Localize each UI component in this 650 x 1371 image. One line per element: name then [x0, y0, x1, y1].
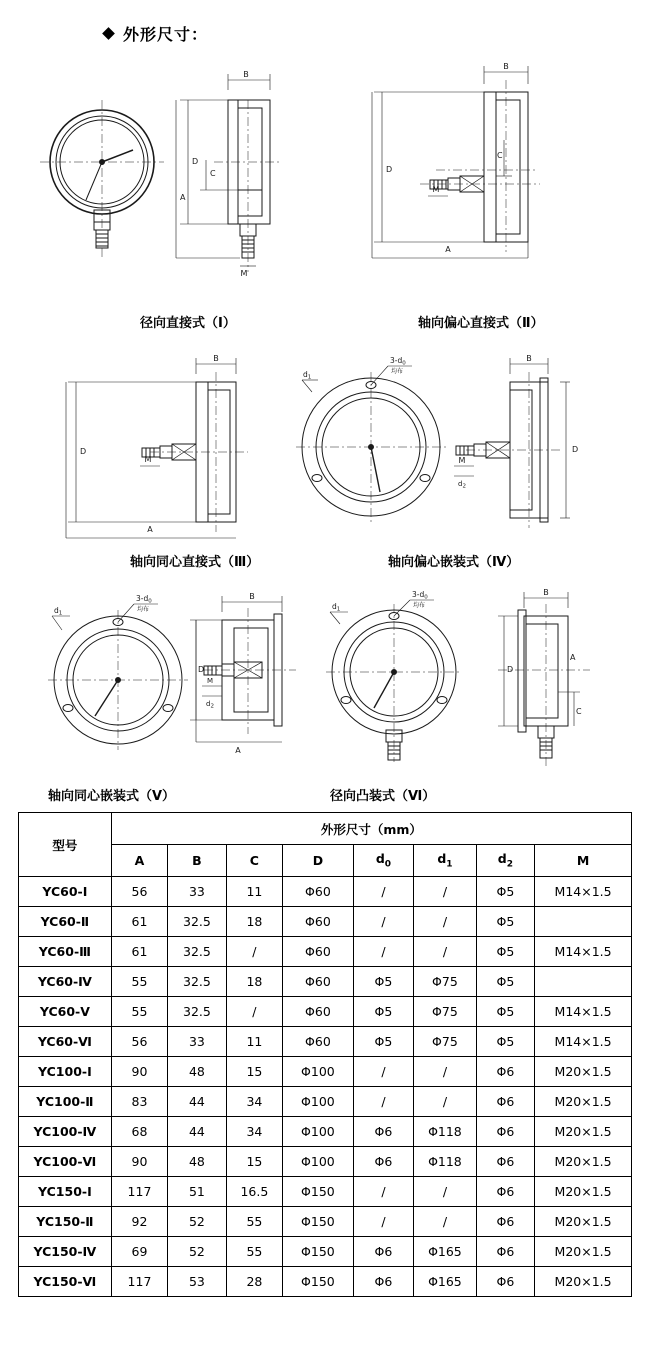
header-col-b: B: [168, 845, 226, 877]
cell-c: 55: [226, 1207, 282, 1237]
header-model: 型号: [19, 813, 112, 877]
svg-text:D: D: [386, 165, 393, 174]
cell-d1: Φ118: [414, 1117, 477, 1147]
cell-d: Φ100: [283, 1087, 354, 1117]
svg-text:M: M: [432, 185, 440, 194]
cell-m: M14×1.5: [535, 937, 632, 967]
svg-text:C: C: [576, 707, 582, 716]
svg-text:C: C: [210, 169, 216, 178]
cell-m: M20×1.5: [535, 1237, 632, 1267]
svg-text:M: M: [240, 269, 248, 278]
table-header-row: [19, 813, 632, 845]
svg-text:D: D: [80, 447, 87, 456]
cell-d0: /: [353, 937, 413, 967]
header-col-m: M: [535, 845, 632, 877]
cell-d: Φ150: [283, 1207, 354, 1237]
table-row: [19, 907, 632, 937]
cell-c: 28: [226, 1267, 282, 1297]
cell-m: M20×1.5: [535, 1057, 632, 1087]
cell-b: 32.5: [168, 967, 226, 997]
table-subheader-row: [19, 845, 632, 877]
table-row: [19, 1117, 632, 1147]
cell-a: 68: [111, 1117, 167, 1147]
table-row: [19, 1177, 632, 1207]
cell-m: M20×1.5: [535, 1207, 632, 1237]
figure-axial-concentric-flange: [48, 592, 296, 755]
cell-a: 117: [111, 1267, 167, 1297]
cell-a: 83: [111, 1087, 167, 1117]
table-row: [19, 1207, 632, 1237]
svg-text:M: M: [206, 677, 214, 685]
cell-d1: Φ165: [414, 1267, 477, 1297]
cell-b: 52: [168, 1207, 226, 1237]
cell-d2: Φ6: [476, 1117, 534, 1147]
cell-d2: Φ6: [476, 1177, 534, 1207]
cell-b: 48: [168, 1057, 226, 1087]
svg-text:A: A: [180, 193, 186, 202]
cell-a: 56: [111, 1027, 167, 1057]
cell-model: YC60-Ⅲ: [19, 937, 112, 967]
cell-b: 48: [168, 1147, 226, 1177]
header-col-c: C: [226, 845, 282, 877]
cell-d0: Φ6: [353, 1147, 413, 1177]
svg-text:D: D: [572, 445, 579, 454]
table-row: [19, 997, 632, 1027]
figure-caption-2: 轴向偏心直接式（Ⅱ）: [418, 316, 544, 331]
section-heading-label: 外形尺寸：: [123, 25, 209, 44]
cell-model: YC60-Ⅳ: [19, 967, 112, 997]
cell-a: 92: [111, 1207, 167, 1237]
cell-c: 18: [226, 967, 282, 997]
cell-d: Φ100: [283, 1057, 354, 1087]
header-col-d1: $d_1$: [414, 845, 477, 877]
svg-text:M: M: [458, 456, 466, 465]
cell-d: Φ150: [283, 1237, 354, 1267]
cell-d0: Φ6: [353, 1237, 413, 1267]
figure-axial-eccentric-flange: [296, 354, 578, 528]
svg-text:A: A: [445, 245, 451, 254]
cell-m: M14×1.5: [535, 877, 632, 907]
svg-text:D: D: [192, 157, 199, 166]
figure-caption-3: 轴向同心直接式（Ⅲ）: [130, 555, 260, 570]
cell-model: YC60-Ⅰ: [19, 877, 112, 907]
cell-model: YC100-Ⅵ: [19, 1147, 112, 1177]
cell-m: M20×1.5: [535, 1087, 632, 1117]
cell-b: 52: [168, 1237, 226, 1267]
cell-d2: Φ5: [476, 877, 534, 907]
table-row: [19, 877, 632, 907]
cell-a: 90: [111, 1057, 167, 1087]
cell-d: Φ60: [283, 937, 354, 967]
cell-a: 90: [111, 1147, 167, 1177]
cell-d1: /: [414, 877, 477, 907]
cell-d: Φ100: [283, 1117, 354, 1147]
cell-a: 55: [111, 967, 167, 997]
cell-c: /: [226, 937, 282, 967]
cell-d0: /: [353, 1177, 413, 1207]
cell-d: Φ60: [283, 967, 354, 997]
header-col-d0: $d_0$: [353, 845, 413, 877]
cell-m: M14×1.5: [535, 997, 632, 1027]
figure-caption-1: 径向直接式（Ⅰ）: [140, 316, 236, 331]
header-col-d: D: [283, 845, 354, 877]
cell-d0: /: [353, 877, 413, 907]
figure-axial-eccentric-direct: [372, 62, 540, 258]
cell-d2: Φ5: [476, 907, 534, 937]
cell-b: 44: [168, 1117, 226, 1147]
cell-d2: Φ6: [476, 1057, 534, 1087]
cell-d2: Φ6: [476, 1207, 534, 1237]
figure-caption-5: 轴向同心嵌装式（Ⅴ）: [48, 789, 176, 804]
cell-model: YC100-Ⅰ: [19, 1057, 112, 1087]
cell-d1: Φ75: [414, 967, 477, 997]
svg-text:3-d0: $3-d_0$: [412, 590, 428, 601]
cell-d2: Φ5: [476, 937, 534, 967]
figure-axial-concentric-direct: [66, 354, 248, 538]
cell-b: 33: [168, 1027, 226, 1057]
cell-d: Φ60: [283, 877, 354, 907]
cell-d1: /: [414, 1207, 477, 1237]
cell-d2: Φ5: [476, 1027, 534, 1057]
cell-d0: /: [353, 1057, 413, 1087]
table-row: [19, 937, 632, 967]
cell-d: Φ60: [283, 907, 354, 937]
svg-text:d2: $d_2$: [206, 700, 214, 710]
cell-d0: /: [353, 1207, 413, 1237]
cell-model: YC60-Ⅴ: [19, 997, 112, 1027]
cell-d0: Φ6: [353, 1267, 413, 1297]
svg-text:B: B: [543, 588, 549, 597]
dimension-table: [18, 812, 632, 1297]
cell-m: M20×1.5: [535, 1117, 632, 1147]
svg-text:均布: 均布: [413, 602, 426, 609]
cell-m: M20×1.5: [535, 1177, 632, 1207]
cell-d: Φ60: [283, 997, 354, 1027]
cell-d2: Φ6: [476, 1147, 534, 1177]
cell-model: YC60-Ⅱ: [19, 907, 112, 937]
cell-b: 33: [168, 877, 226, 907]
cell-d1: /: [414, 1177, 477, 1207]
cell-d: Φ150: [283, 1177, 354, 1207]
cell-model: YC150-Ⅵ: [19, 1267, 112, 1297]
cell-b: 32.5: [168, 907, 226, 937]
svg-text:D: D: [198, 665, 205, 674]
svg-text:M: M: [144, 455, 152, 464]
svg-text:B: B: [526, 354, 532, 363]
cell-b: 44: [168, 1087, 226, 1117]
svg-text:B: B: [503, 62, 509, 71]
cell-d1: Φ118: [414, 1147, 477, 1177]
cell-d0: Φ5: [353, 1027, 413, 1057]
figure-caption-6: 径向凸装式（Ⅵ）: [330, 789, 436, 804]
cell-d2: Φ6: [476, 1267, 534, 1297]
cell-m: M20×1.5: [535, 1267, 632, 1297]
cell-model: YC150-Ⅰ: [19, 1177, 112, 1207]
cell-d1: /: [414, 1057, 477, 1087]
cell-c: 55: [226, 1237, 282, 1267]
cell-d1: Φ165: [414, 1237, 477, 1267]
cell-b: 51: [168, 1177, 226, 1207]
cell-d2: Φ5: [476, 997, 534, 1027]
svg-text:均布: 均布: [137, 606, 150, 613]
cell-a: 117: [111, 1177, 167, 1207]
cell-d1: Φ75: [414, 997, 477, 1027]
svg-text:3-d0: $3-d_0$: [390, 356, 406, 367]
cell-c: 34: [226, 1117, 282, 1147]
cell-c: 15: [226, 1057, 282, 1087]
cell-m: [535, 967, 632, 997]
cell-m: [535, 907, 632, 937]
cell-a: 61: [111, 937, 167, 967]
cell-d1: /: [414, 907, 477, 937]
header-group-dimensions: 外形尺寸（mm）: [111, 813, 631, 845]
cell-d0: Φ5: [353, 997, 413, 1027]
svg-text:均布: 均布: [391, 368, 404, 375]
cell-d1: /: [414, 1087, 477, 1117]
cell-c: 11: [226, 1027, 282, 1057]
cell-a: 61: [111, 907, 167, 937]
cell-d0: Φ6: [353, 1117, 413, 1147]
cell-d2: Φ6: [476, 1237, 534, 1267]
figure-caption-4: 轴向偏心嵌装式（Ⅳ）: [388, 555, 520, 570]
cell-d: Φ150: [283, 1267, 354, 1297]
cell-model: YC100-Ⅳ: [19, 1117, 112, 1147]
svg-text:d2: $d_2$: [458, 480, 466, 490]
cell-c: 16.5: [226, 1177, 282, 1207]
cell-a: 55: [111, 997, 167, 1027]
svg-text:d1: $d_1$: [332, 602, 341, 613]
cell-c: 18: [226, 907, 282, 937]
header-col-d2: $d_2$: [476, 845, 534, 877]
cell-c: 15: [226, 1147, 282, 1177]
table-row: [19, 1267, 632, 1297]
cell-d: Φ60: [283, 1027, 354, 1057]
cell-model: YC150-Ⅱ: [19, 1207, 112, 1237]
cell-d2: Φ6: [476, 1087, 534, 1117]
cell-a: 69: [111, 1237, 167, 1267]
cell-c: 34: [226, 1087, 282, 1117]
cell-c: /: [226, 997, 282, 1027]
cell-model: YC150-Ⅳ: [19, 1237, 112, 1267]
cell-c: 11: [226, 877, 282, 907]
figure-radial-direct: [40, 70, 280, 278]
cell-model: YC100-Ⅱ: [19, 1087, 112, 1117]
cell-a: 56: [111, 877, 167, 907]
cell-b: 32.5: [168, 997, 226, 1027]
cell-m: M20×1.5: [535, 1147, 632, 1177]
cell-d1: /: [414, 937, 477, 967]
cell-d2: Φ5: [476, 967, 534, 997]
svg-text:d1: $d_1$: [303, 370, 312, 381]
svg-text:A: A: [235, 746, 241, 755]
table-row: [19, 1027, 632, 1057]
table-row: [19, 1147, 632, 1177]
table-row: [19, 1237, 632, 1267]
svg-text:B: B: [249, 592, 255, 601]
table-row: [19, 967, 632, 997]
svg-text:A: A: [147, 525, 153, 534]
header-col-a: A: [111, 845, 167, 877]
cell-d0: Φ5: [353, 967, 413, 997]
cell-b: 53: [168, 1267, 226, 1297]
cell-d1: Φ75: [414, 1027, 477, 1057]
svg-text:C: C: [497, 151, 503, 160]
svg-text:D: D: [507, 665, 514, 674]
cell-b: 32.5: [168, 937, 226, 967]
cell-d0: /: [353, 907, 413, 937]
cell-d0: /: [353, 1087, 413, 1117]
figure-radial-surface-mount: [326, 588, 590, 766]
cell-d: Φ100: [283, 1147, 354, 1177]
svg-text:B: B: [243, 70, 249, 79]
table-row: [19, 1087, 632, 1117]
cell-model: YC60-Ⅵ: [19, 1027, 112, 1057]
table-row: [19, 1057, 632, 1087]
svg-text:d1: $d_1$: [54, 606, 63, 617]
svg-text:A: A: [570, 653, 576, 662]
cell-m: M14×1.5: [535, 1027, 632, 1057]
svg-text:3-d0: $3-d_0$: [136, 594, 152, 605]
svg-text:B: B: [213, 354, 219, 363]
